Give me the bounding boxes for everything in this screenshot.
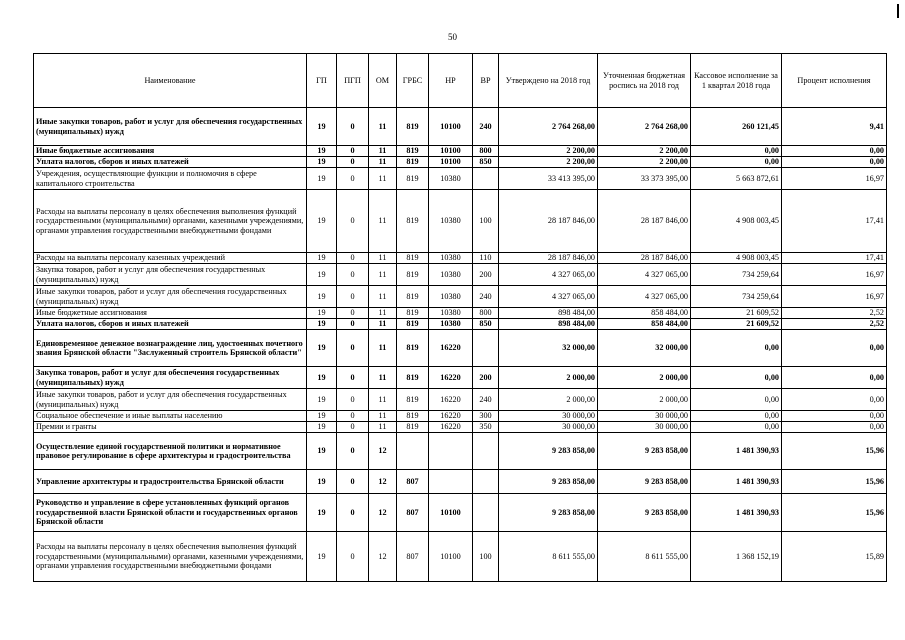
row-cash: 21 609,52	[691, 319, 782, 330]
table-row	[34, 253, 887, 264]
row-grbs	[397, 433, 429, 470]
row-np: 10380	[429, 308, 473, 319]
row-om: 11	[369, 367, 397, 389]
row-percent: 9,41	[782, 108, 887, 146]
row-refined: 9 283 858,00	[598, 433, 691, 470]
row-om: 11	[369, 264, 397, 286]
row-percent: 0,00	[782, 422, 887, 433]
row-gp: 19	[307, 411, 337, 422]
row-vr: 200	[473, 264, 499, 286]
table-row	[34, 108, 887, 146]
row-vr: 240	[473, 389, 499, 411]
row-pgp: 0	[337, 532, 369, 582]
header-vr: ВР	[473, 54, 499, 108]
row-grbs: 819	[397, 367, 429, 389]
row-cash: 734 259,64	[691, 286, 782, 308]
row-om: 11	[369, 411, 397, 422]
row-refined: 2 200,00	[598, 146, 691, 157]
row-grbs: 819	[397, 253, 429, 264]
row-np: 16220	[429, 367, 473, 389]
table-row	[34, 389, 887, 411]
row-refined: 4 327 065,00	[598, 286, 691, 308]
row-refined: 4 327 065,00	[598, 264, 691, 286]
row-om: 11	[369, 146, 397, 157]
row-cash: 4 908 003,45	[691, 190, 782, 253]
row-vr	[473, 330, 499, 367]
row-vr	[473, 168, 499, 190]
row-vr: 300	[473, 411, 499, 422]
row-approved: 4 327 065,00	[499, 264, 598, 286]
table-row	[34, 422, 887, 433]
row-refined: 28 187 846,00	[598, 253, 691, 264]
row-cash: 0,00	[691, 389, 782, 411]
row-name: Закупка товаров, работ и услуг для обеспечения государственных (муниципальных) нужд	[34, 264, 307, 286]
row-om: 11	[369, 308, 397, 319]
row-om: 11	[369, 190, 397, 253]
table-row	[34, 157, 887, 168]
row-grbs: 819	[397, 286, 429, 308]
row-name: Уплата налогов, сборов и иных платежей	[34, 319, 307, 330]
table-row	[34, 168, 887, 190]
row-grbs: 819	[397, 330, 429, 367]
row-cash: 260 121,45	[691, 108, 782, 146]
row-gp: 19	[307, 532, 337, 582]
row-vr	[473, 433, 499, 470]
row-refined: 28 187 846,00	[598, 190, 691, 253]
row-pgp: 0	[337, 422, 369, 433]
row-percent: 15,96	[782, 433, 887, 470]
row-grbs: 807	[397, 470, 429, 494]
row-refined: 858 484,00	[598, 319, 691, 330]
row-grbs: 819	[397, 146, 429, 157]
header-percent: Процент исполнения	[782, 54, 887, 108]
corner-mark	[897, 4, 899, 18]
row-om: 12	[369, 494, 397, 532]
row-pgp: 0	[337, 319, 369, 330]
row-pgp: 0	[337, 389, 369, 411]
row-om: 11	[369, 168, 397, 190]
row-grbs: 807	[397, 532, 429, 582]
row-approved: 898 484,00	[499, 319, 598, 330]
row-refined: 858 484,00	[598, 308, 691, 319]
row-name: Единовременное денежное вознаграждение лиц, удостоенных почетного звания Брянской области "Заслуженный строитель Брянской области"	[34, 330, 307, 367]
header-name: Наименование	[34, 54, 307, 108]
row-cash: 4 908 003,45	[691, 253, 782, 264]
row-percent: 2,52	[782, 319, 887, 330]
table-row	[34, 330, 887, 367]
row-om: 11	[369, 422, 397, 433]
row-pgp: 0	[337, 494, 369, 532]
row-name: Расходы на выплаты персоналу казенных учреждений	[34, 253, 307, 264]
row-gp: 19	[307, 494, 337, 532]
table-row	[34, 146, 887, 157]
row-percent: 16,97	[782, 286, 887, 308]
row-refined: 9 283 858,00	[598, 470, 691, 494]
row-cash: 0,00	[691, 330, 782, 367]
table-row	[34, 433, 887, 470]
row-percent: 0,00	[782, 157, 887, 168]
row-om: 11	[369, 253, 397, 264]
row-om: 12	[369, 433, 397, 470]
row-percent: 16,97	[782, 168, 887, 190]
row-percent: 15,96	[782, 470, 887, 494]
row-pgp: 0	[337, 157, 369, 168]
row-vr: 240	[473, 108, 499, 146]
row-gp: 19	[307, 389, 337, 411]
row-percent: 0,00	[782, 389, 887, 411]
row-cash: 0,00	[691, 411, 782, 422]
row-om: 11	[369, 286, 397, 308]
row-approved: 898 484,00	[499, 308, 598, 319]
row-cash: 1 481 390,93	[691, 494, 782, 532]
row-vr: 850	[473, 319, 499, 330]
row-approved: 30 000,00	[499, 411, 598, 422]
row-pgp: 0	[337, 146, 369, 157]
row-cash: 1 368 152,19	[691, 532, 782, 582]
row-refined: 30 000,00	[598, 422, 691, 433]
row-grbs: 819	[397, 264, 429, 286]
table-row	[34, 367, 887, 389]
table-row	[34, 532, 887, 582]
row-percent: 0,00	[782, 146, 887, 157]
row-gp: 19	[307, 433, 337, 470]
row-gp: 19	[307, 422, 337, 433]
row-cash: 1 481 390,93	[691, 433, 782, 470]
row-name: Учреждения, осуществляющие функции и полномочия в сфере капитального строительства	[34, 168, 307, 190]
row-refined: 2 000,00	[598, 367, 691, 389]
row-np: 10100	[429, 532, 473, 582]
row-gp: 19	[307, 264, 337, 286]
row-om: 11	[369, 157, 397, 168]
row-gp: 19	[307, 319, 337, 330]
row-approved: 9 283 858,00	[499, 494, 598, 532]
table-row	[34, 264, 887, 286]
row-refined: 2 764 268,00	[598, 108, 691, 146]
header-refined: Уточненная бюджетная роспись на 2018 год	[598, 54, 691, 108]
row-gp: 19	[307, 190, 337, 253]
row-cash: 5 663 872,61	[691, 168, 782, 190]
row-name: Закупка товаров, работ и услуг для обеспечения государственных (муниципальных) нужд	[34, 367, 307, 389]
row-approved: 2 764 268,00	[499, 108, 598, 146]
row-pgp: 0	[337, 411, 369, 422]
row-grbs: 819	[397, 108, 429, 146]
row-gp: 19	[307, 308, 337, 319]
row-om: 12	[369, 470, 397, 494]
row-approved: 2 000,00	[499, 389, 598, 411]
row-np: 10100	[429, 157, 473, 168]
row-om: 11	[369, 108, 397, 146]
row-name: Расходы на выплаты персоналу в целях обеспечения выполнения функций государственными (муниципальными) органами, казенными учреждениями, органами управления государственными внебюджетными фондами	[34, 190, 307, 253]
row-np	[429, 433, 473, 470]
row-pgp: 0	[337, 190, 369, 253]
row-cash: 0,00	[691, 367, 782, 389]
row-grbs: 819	[397, 411, 429, 422]
table-body	[34, 108, 887, 582]
table-row	[34, 308, 887, 319]
row-name: Иные закупки товаров, работ и услуг для обеспечения государственных (муниципальных) нужд	[34, 286, 307, 308]
row-cash: 0,00	[691, 422, 782, 433]
row-gp: 19	[307, 168, 337, 190]
row-vr: 110	[473, 253, 499, 264]
row-refined: 33 373 395,00	[598, 168, 691, 190]
table-row	[34, 286, 887, 308]
row-refined: 8 611 555,00	[598, 532, 691, 582]
header-gp: ГП	[307, 54, 337, 108]
row-percent: 15,96	[782, 494, 887, 532]
row-pgp: 0	[337, 470, 369, 494]
row-om: 11	[369, 330, 397, 367]
row-vr: 850	[473, 157, 499, 168]
row-np: 10100	[429, 108, 473, 146]
row-name: Социальное обеспечение и иные выплаты населению	[34, 411, 307, 422]
row-gp: 19	[307, 108, 337, 146]
row-approved: 4 327 065,00	[499, 286, 598, 308]
budget-table	[33, 53, 887, 582]
header-om: ОМ	[369, 54, 397, 108]
row-refined: 30 000,00	[598, 411, 691, 422]
row-np: 10380	[429, 319, 473, 330]
row-gp: 19	[307, 470, 337, 494]
row-name: Премии и гранты	[34, 422, 307, 433]
header-grbs: ГРБС	[397, 54, 429, 108]
row-cash: 0,00	[691, 146, 782, 157]
row-approved: 8 611 555,00	[499, 532, 598, 582]
row-gp: 19	[307, 330, 337, 367]
row-pgp: 0	[337, 367, 369, 389]
row-percent: 0,00	[782, 411, 887, 422]
row-np: 16220	[429, 389, 473, 411]
row-vr: 100	[473, 190, 499, 253]
row-approved: 2 000,00	[499, 367, 598, 389]
row-approved: 28 187 846,00	[499, 253, 598, 264]
row-pgp: 0	[337, 433, 369, 470]
row-approved: 9 283 858,00	[499, 433, 598, 470]
row-np: 10100	[429, 494, 473, 532]
row-vr: 800	[473, 308, 499, 319]
row-grbs: 819	[397, 422, 429, 433]
row-name: Уплата налогов, сборов и иных платежей	[34, 157, 307, 168]
header-cash: Кассовое исполнение за 1 квартал 2018 года	[691, 54, 782, 108]
row-name: Управление архитектуры и градостроительства Брянской области	[34, 470, 307, 494]
row-gp: 19	[307, 253, 337, 264]
row-np	[429, 470, 473, 494]
row-refined: 2 200,00	[598, 157, 691, 168]
table-row	[34, 494, 887, 532]
row-pgp: 0	[337, 108, 369, 146]
row-np: 10380	[429, 190, 473, 253]
row-refined: 9 283 858,00	[598, 494, 691, 532]
row-np: 16220	[429, 330, 473, 367]
row-np: 10380	[429, 264, 473, 286]
row-cash: 0,00	[691, 157, 782, 168]
row-name: Осуществление единой государственной политики и нормативное правовое регулирование в сфере архитектуры и градостроительства	[34, 433, 307, 470]
row-gp: 19	[307, 146, 337, 157]
row-vr	[473, 470, 499, 494]
row-name: Иные закупки товаров, работ и услуг для обеспечения государственных (муниципальных) нужд	[34, 389, 307, 411]
table-row	[34, 411, 887, 422]
header-np: НР	[429, 54, 473, 108]
row-cash: 21 609,52	[691, 308, 782, 319]
row-pgp: 0	[337, 308, 369, 319]
row-grbs: 819	[397, 319, 429, 330]
row-np: 10380	[429, 168, 473, 190]
row-np: 16220	[429, 411, 473, 422]
row-grbs: 819	[397, 157, 429, 168]
row-percent: 15,89	[782, 532, 887, 582]
row-gp: 19	[307, 157, 337, 168]
row-om: 11	[369, 319, 397, 330]
row-approved: 9 283 858,00	[499, 470, 598, 494]
row-name: Расходы на выплаты персоналу в целях обеспечения выполнения функций государственными (муниципальными) органами, казенными учреждениями, органами управления государственными внебюджетными фондами	[34, 532, 307, 582]
row-approved: 2 200,00	[499, 157, 598, 168]
table-row	[34, 470, 887, 494]
row-pgp: 0	[337, 168, 369, 190]
row-approved: 2 200,00	[499, 146, 598, 157]
row-percent: 16,97	[782, 264, 887, 286]
row-approved: 28 187 846,00	[499, 190, 598, 253]
row-gp: 19	[307, 286, 337, 308]
row-name: Руководство и управление в сфере установленных функций органов государственной власти Брянской области и государственных органов Брянской области	[34, 494, 307, 532]
page-number: 50	[448, 32, 457, 42]
row-om: 12	[369, 532, 397, 582]
row-np: 10100	[429, 146, 473, 157]
row-approved: 30 000,00	[499, 422, 598, 433]
row-pgp: 0	[337, 286, 369, 308]
row-refined: 2 000,00	[598, 389, 691, 411]
row-vr: 800	[473, 146, 499, 157]
row-pgp: 0	[337, 264, 369, 286]
row-grbs: 819	[397, 308, 429, 319]
row-vr	[473, 494, 499, 532]
row-percent: 17,41	[782, 253, 887, 264]
row-percent: 2,52	[782, 308, 887, 319]
row-grbs: 819	[397, 190, 429, 253]
row-grbs: 819	[397, 389, 429, 411]
table-row	[34, 319, 887, 330]
header-pgp: ПГП	[337, 54, 369, 108]
row-percent: 0,00	[782, 330, 887, 367]
row-name: Иные закупки товаров, работ и услуг для обеспечения государственных (муниципальных) нужд	[34, 108, 307, 146]
row-percent: 0,00	[782, 367, 887, 389]
row-grbs: 819	[397, 168, 429, 190]
header-approved: Утверждено на 2018 год	[499, 54, 598, 108]
row-np: 16220	[429, 422, 473, 433]
row-gp: 19	[307, 367, 337, 389]
row-refined: 32 000,00	[598, 330, 691, 367]
table-row	[34, 190, 887, 253]
row-grbs: 807	[397, 494, 429, 532]
row-approved: 32 000,00	[499, 330, 598, 367]
row-name: Иные бюджетные ассигнования	[34, 146, 307, 157]
row-vr: 100	[473, 532, 499, 582]
row-vr: 240	[473, 286, 499, 308]
row-vr: 200	[473, 367, 499, 389]
header-row	[34, 54, 887, 108]
row-np: 10380	[429, 253, 473, 264]
row-np: 10380	[429, 286, 473, 308]
row-cash: 1 481 390,93	[691, 470, 782, 494]
row-name: Иные бюджетные ассигнования	[34, 308, 307, 319]
row-approved: 33 413 395,00	[499, 168, 598, 190]
row-vr: 350	[473, 422, 499, 433]
row-pgp: 0	[337, 253, 369, 264]
row-om: 11	[369, 389, 397, 411]
row-percent: 17,41	[782, 190, 887, 253]
row-cash: 734 259,64	[691, 264, 782, 286]
row-pgp: 0	[337, 330, 369, 367]
